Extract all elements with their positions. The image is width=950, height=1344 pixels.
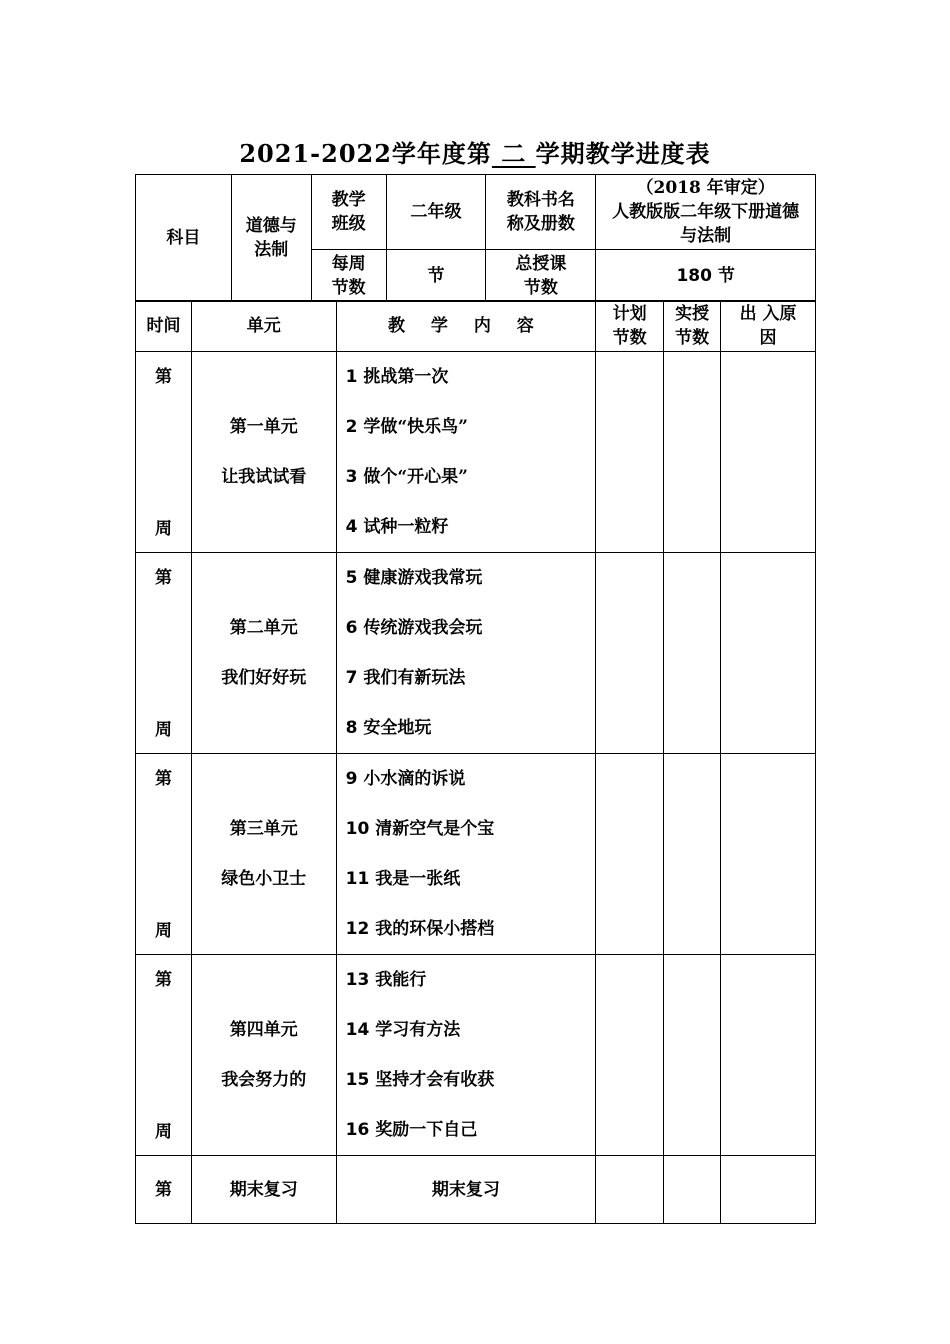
lesson-list: [336, 553, 596, 754]
reason-cell: [721, 754, 816, 955]
subject-label: 科目: [136, 175, 232, 302]
reason-cell: [721, 955, 816, 1156]
subject-value: 道德与法制: [231, 175, 311, 302]
planned-cell: [596, 754, 664, 955]
lesson-item: 2 学做“快乐鸟”: [345, 417, 468, 437]
final-week-cell: 第: [136, 1156, 192, 1224]
week-label-bottom: 周: [154, 1122, 172, 1142]
lesson-item: 9 小水滴的诉说: [345, 769, 466, 789]
class-value: 二年级: [386, 175, 486, 250]
unit-number: 第四单元: [229, 1020, 298, 1040]
lesson-item: 11 我是一张纸: [345, 869, 461, 889]
col-time: 时间: [136, 301, 192, 352]
book-value-line2: 人教版版二年级下册道德与法制: [612, 202, 800, 246]
lesson-item: 3 做个“开心果”: [345, 467, 468, 487]
book-label: 教科书名称及册数: [486, 175, 596, 250]
week-label-top: 第: [154, 367, 172, 387]
schedule-table: [135, 300, 816, 1224]
unit-number: 第一单元: [229, 417, 298, 437]
lesson-item: 16 奖励一下自己: [345, 1120, 478, 1140]
lesson-item: 15 坚持才会有收获: [345, 1070, 495, 1090]
lesson-item: 12 我的环保小搭档: [345, 919, 495, 939]
lesson-item: 10 清新空气是个宝: [345, 819, 495, 839]
unit-cell: [191, 553, 336, 754]
lesson-list: [336, 754, 596, 955]
title-part2: 学期教学进度表: [535, 139, 711, 168]
title-semester: 二: [491, 139, 536, 168]
book-value-line1: （2018 年审定）: [636, 178, 775, 198]
lesson-item: 7 我们有新玩法: [345, 668, 466, 688]
planned-cell: [596, 1156, 664, 1224]
lesson-item: 14 学习有方法: [345, 1020, 461, 1040]
unit-name: 让我试试看: [221, 467, 307, 487]
week-label-top: 第: [154, 970, 172, 990]
reason-cell: [721, 352, 816, 553]
lesson-list: [336, 352, 596, 553]
unit-cell: [191, 754, 336, 955]
lesson-item: 8 安全地玩: [345, 718, 432, 738]
final-review-row: [136, 1156, 816, 1224]
final-content-cell: 期末复习: [336, 1156, 596, 1224]
actual-cell: [664, 1156, 721, 1224]
planned-cell: [596, 352, 664, 553]
reason-cell: [721, 553, 816, 754]
unit-row-4: [136, 955, 816, 1156]
unit-cell: [191, 352, 336, 553]
week-label-top: 第: [154, 769, 172, 789]
planned-cell: [596, 955, 664, 1156]
actual-cell: [664, 553, 721, 754]
class-label: 教学班级: [311, 175, 386, 250]
lesson-item: 13 我能行: [345, 970, 427, 990]
week-label-bottom: 周: [154, 720, 172, 740]
col-actual: 实授节数: [664, 301, 721, 352]
week-label-bottom: 周: [154, 921, 172, 941]
info-table: [135, 174, 816, 302]
weekly-value: 节: [386, 250, 486, 302]
week-cell: [136, 553, 192, 754]
unit-row-2: [136, 553, 816, 754]
page-title: [0, 134, 950, 169]
unit-name: 绿色小卫士: [221, 869, 307, 889]
planned-cell: [596, 553, 664, 754]
column-header-row: [136, 301, 816, 352]
week-label-top: 第: [154, 568, 172, 588]
lesson-item: 4 试种一粒籽: [345, 517, 449, 537]
unit-row-3: [136, 754, 816, 955]
col-planned: 计划节数: [596, 301, 664, 352]
unit-number: 第二单元: [229, 618, 298, 638]
lesson-item: 1 挑战第一次: [345, 367, 449, 387]
unit-cell: [191, 955, 336, 1156]
actual-cell: [664, 754, 721, 955]
unit-name: 我们好好玩: [221, 668, 307, 688]
lesson-list: [336, 955, 596, 1156]
lesson-item: 5 健康游戏我常玩: [345, 568, 483, 588]
final-unit-cell: 期末复习: [191, 1156, 336, 1224]
actual-cell: [664, 955, 721, 1156]
lesson-item: 6 传统游戏我会玩: [345, 618, 483, 638]
week-cell: [136, 754, 192, 955]
total-label: 总授课节数: [486, 250, 596, 302]
weekly-label: 每周节数: [311, 250, 386, 302]
title-part1: 学年度第: [391, 139, 492, 168]
col-unit: 单元: [191, 301, 336, 352]
total-value: 180 节: [596, 250, 816, 302]
unit-name: 我会努力的: [221, 1070, 307, 1090]
col-content: 教 学 内 容: [336, 301, 596, 352]
col-reason: 出 入原 因: [721, 301, 816, 352]
week-label-bottom: 周: [154, 519, 172, 539]
actual-cell: [664, 352, 721, 553]
unit-number: 第三单元: [229, 819, 298, 839]
reason-cell: [721, 1156, 816, 1224]
week-cell: [136, 955, 192, 1156]
week-cell: [136, 352, 192, 553]
unit-row-1: [136, 352, 816, 553]
book-value: [596, 175, 816, 250]
title-year: 2021-2022: [239, 139, 392, 168]
